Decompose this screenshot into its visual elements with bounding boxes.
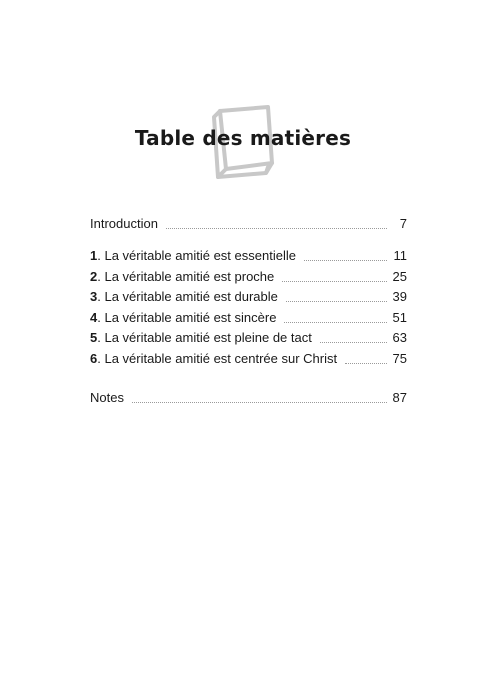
chapter-number: 3 <box>90 289 98 304</box>
dot-leader <box>284 322 386 323</box>
chapter-number: 6 <box>90 351 98 366</box>
dot-leader <box>320 342 387 343</box>
toc-entry-notes <box>90 388 407 406</box>
chapter-number: 5 <box>90 330 98 345</box>
toc-entry-chapter-3 <box>90 287 407 305</box>
dot-leader <box>345 363 386 364</box>
toc-page-number: 25 <box>392 269 407 284</box>
toc-entry-chapter-2 <box>90 267 407 285</box>
chapter-number: 1 <box>90 248 98 263</box>
toc-page-number: 63 <box>392 330 407 345</box>
chapter-number: 2 <box>90 269 98 284</box>
dot-leader <box>304 260 387 261</box>
toc-entry-label <box>90 248 296 264</box>
toc-entry-label: Introduction <box>90 216 158 231</box>
chapter-number: 4 <box>90 310 98 325</box>
toc-page-number: 7 <box>399 216 407 231</box>
toc-page-number: 51 <box>392 310 407 325</box>
dot-leader <box>132 402 387 403</box>
toc-entry-label <box>90 289 278 305</box>
page-title: Table des matières <box>134 126 352 150</box>
dot-leader <box>282 281 386 282</box>
chapter-title: . La véritable amitié est essentielle <box>97 248 296 263</box>
toc-entry-chapter-1 <box>90 246 407 264</box>
chapter-title: . La véritable amitié est sincère <box>97 310 277 325</box>
dot-leader <box>166 228 387 229</box>
chapter-title: . La véritable amitié est durable <box>97 289 278 304</box>
toc-entry-label: Notes <box>90 390 124 405</box>
toc-page-number: 39 <box>392 289 407 304</box>
chapter-title: . La véritable amitié est proche <box>97 269 275 284</box>
toc-page-number: 87 <box>392 390 407 405</box>
toc-entry-chapter-4 <box>90 308 407 326</box>
dot-leader <box>286 301 387 302</box>
toc-entry-label <box>90 310 276 326</box>
toc-page-number: 75 <box>392 351 407 366</box>
toc-entry-label <box>90 269 274 285</box>
toc-entry-chapter-6 <box>90 349 407 367</box>
toc-entry-chapter-5 <box>90 328 407 346</box>
toc-page-number: 11 <box>393 248 407 263</box>
chapter-title: . La véritable amitié est centrée sur Christ <box>97 351 338 366</box>
chapter-title: . La véritable amitié est pleine de tact <box>97 330 312 345</box>
toc-entry-introduction <box>90 214 407 232</box>
toc-entry-label <box>90 351 337 367</box>
toc-entry-label <box>90 330 312 346</box>
